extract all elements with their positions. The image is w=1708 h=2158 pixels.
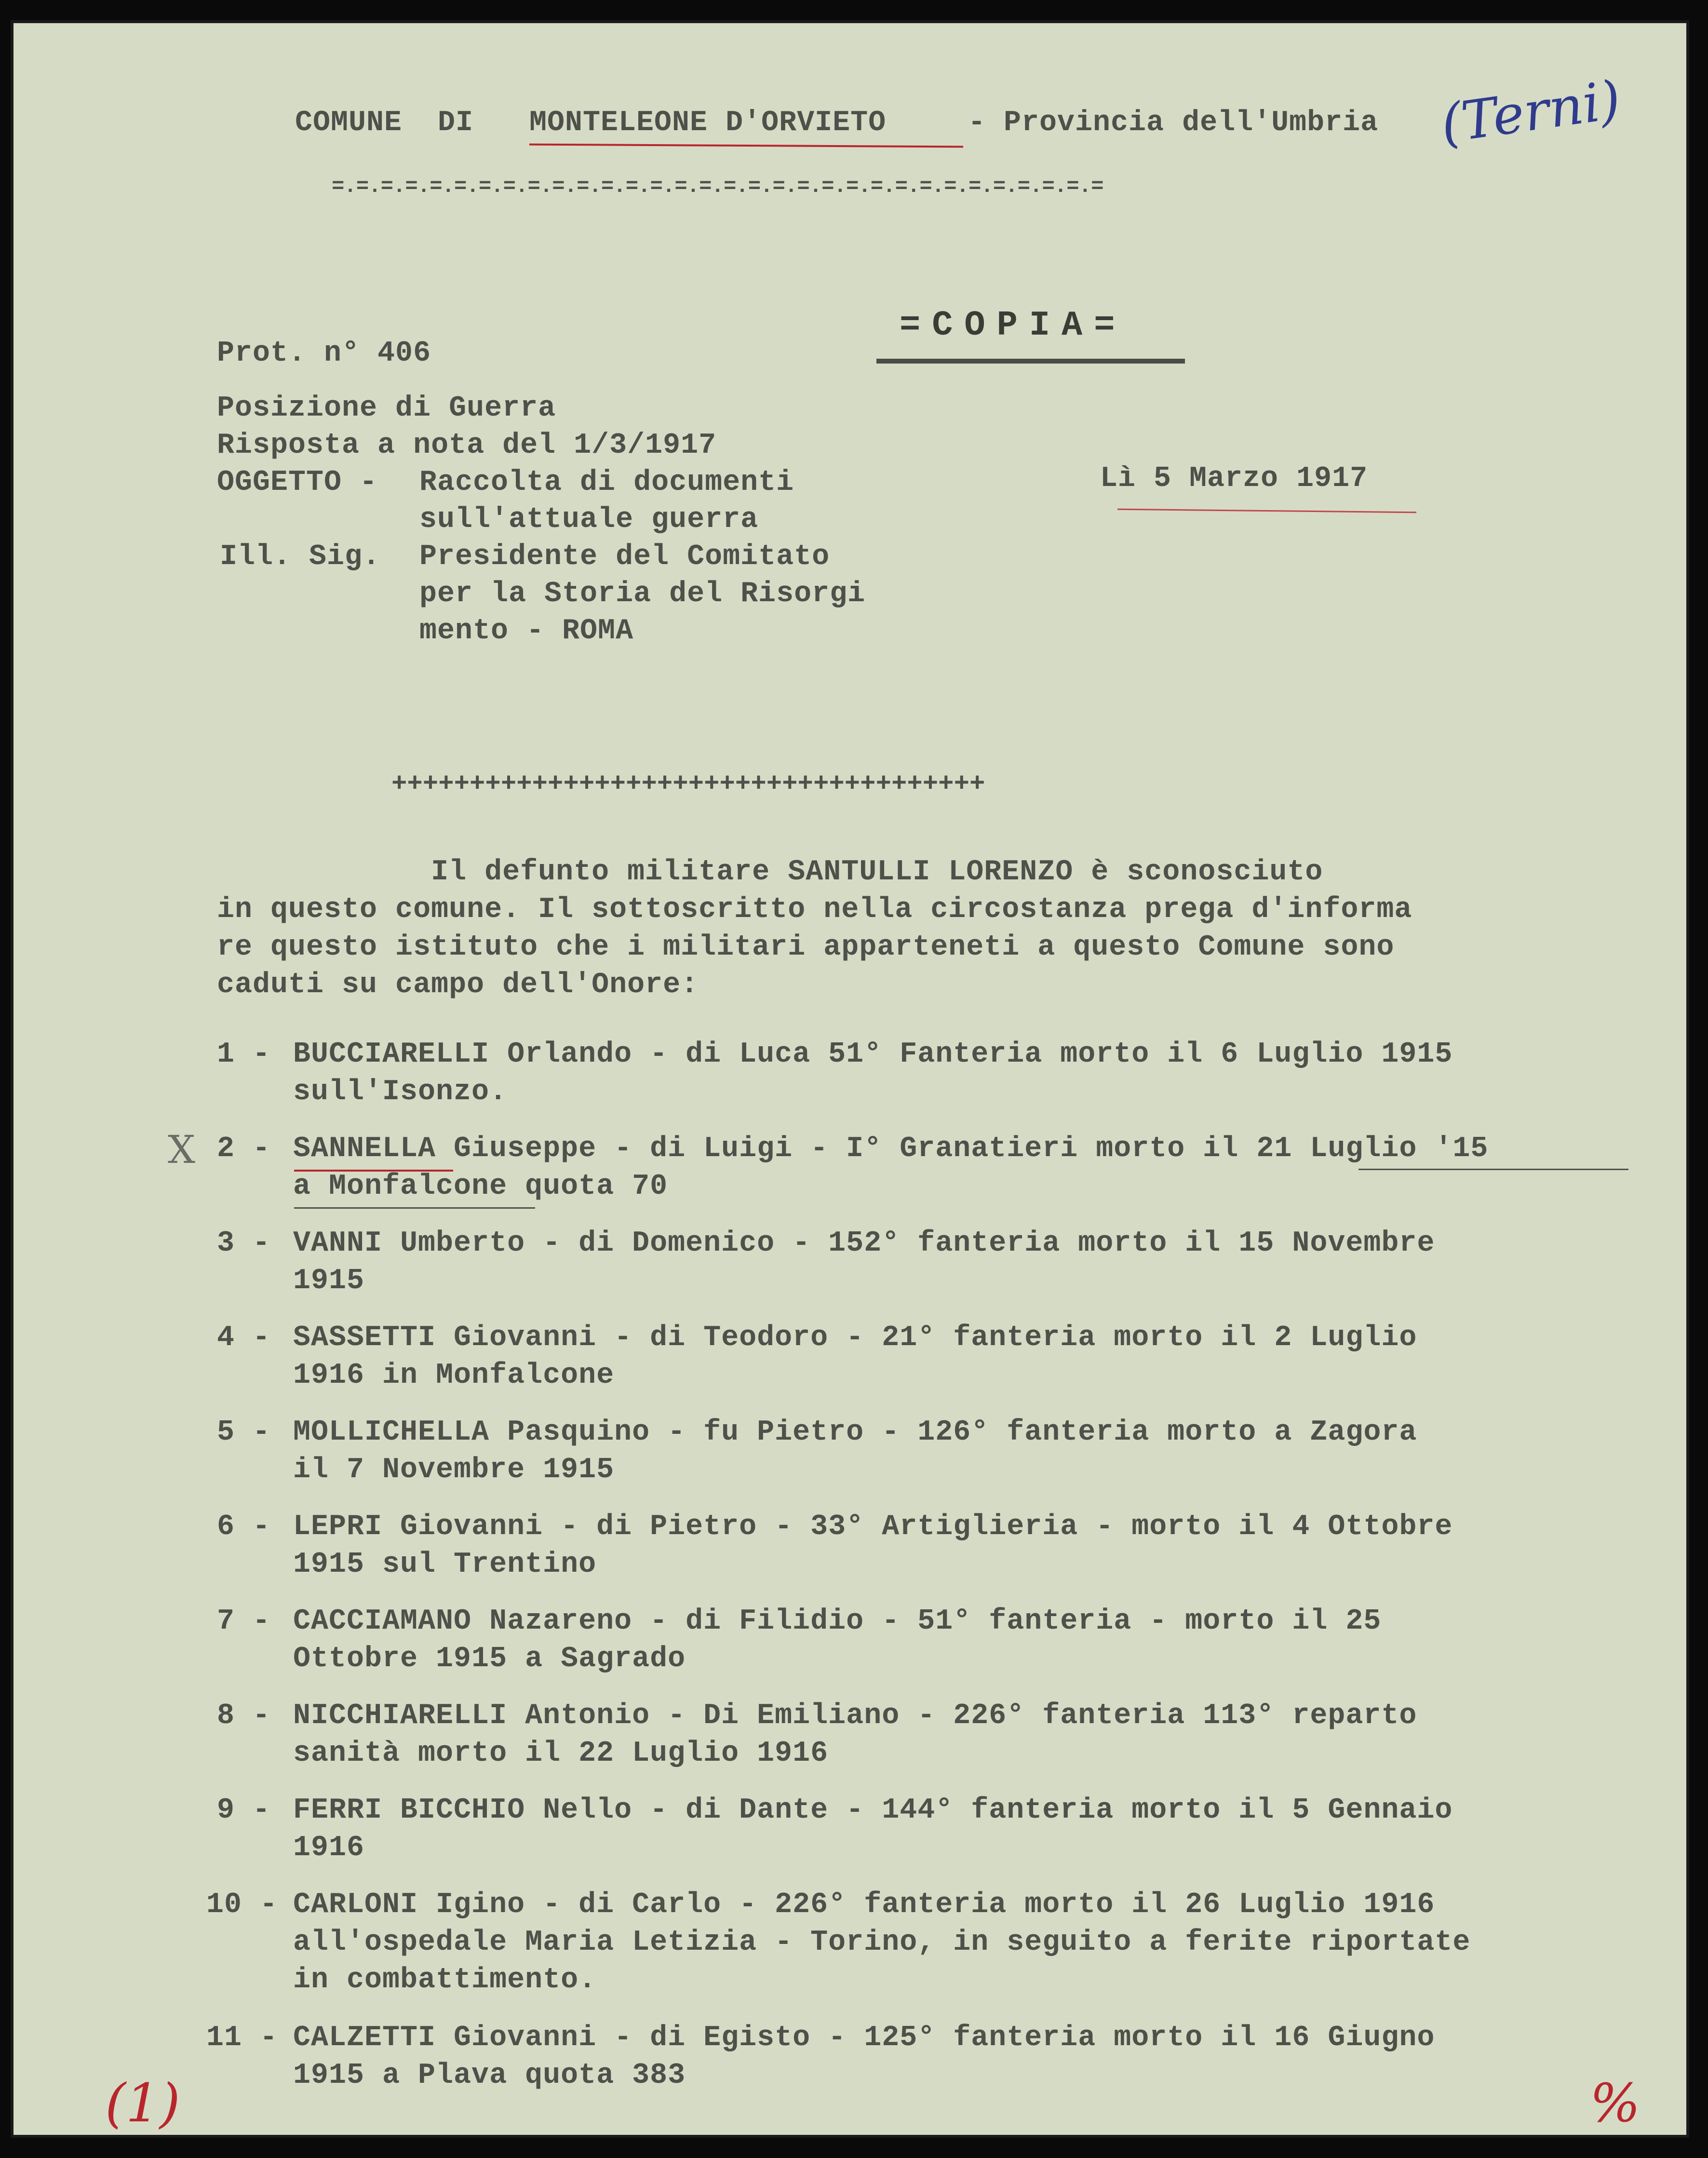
copia-title: =COPIA= <box>900 306 1127 345</box>
entry-line: SANNELLA Giuseppe - di Luigi - I° Granatieri morto il 21 Luglio '15 <box>293 1133 1489 1165</box>
entry-line: FERRI BICCHIO Nello - di Dante - 144° fanteria morto il 5 Gennaio <box>293 1794 1453 1827</box>
entry-line: sull'Isonzo. <box>293 1076 508 1108</box>
comune-underline <box>529 144 963 148</box>
entry-line: CARLONI Igino - di Carlo - 226° fanteria morto il 26 Luglio 1916 <box>293 1888 1435 1921</box>
entry-line: NICCHIARELLI Antonio - Di Emiliano - 226° fanteria 113° reparto <box>293 1699 1417 1732</box>
meta-text: Raccolta di documenti <box>419 466 794 499</box>
page-number-mark: (1) <box>105 2072 180 2134</box>
meta-text: mento - ROMA <box>419 615 634 647</box>
entry-line: 1915 sul Trentino <box>293 1548 597 1581</box>
corner-mark: % <box>1590 2072 1641 2134</box>
provincia-text: - Provincia dell'Umbria <box>968 107 1379 139</box>
entry-number: 7 - <box>217 1605 271 1638</box>
comune-name: MONTELEONE D'ORVIETO <box>529 107 887 139</box>
entry-line: 1916 <box>293 1832 365 1864</box>
intro-line: in questo comune. Il sottoscritto nella circostanza prega d'informa <box>217 893 1412 926</box>
x-mark: X <box>168 1127 195 1172</box>
entry-number: 6 - <box>217 1511 271 1543</box>
entry-number: 5 - <box>217 1416 271 1449</box>
place-underline <box>294 1207 535 1209</box>
entry-line: Ottobre 1915 a Sagrado <box>293 1643 686 1675</box>
entry-line: SASSETTI Giovanni - di Teodoro - 21° fanteria morto il 2 Luglio <box>293 1322 1417 1354</box>
entry-number: 4 - <box>217 1322 271 1354</box>
entry-number: 3 - <box>217 1227 271 1260</box>
entry-number: 9 - <box>217 1794 271 1827</box>
header-separator: =.=.=.=.=.=.=.=.=.=.=.=.=.=.=.=.=.=.=.=.=.=.=.=.=.=.=.=.=.=.=.= <box>332 175 1103 199</box>
intro-line: re questo istituto che i militari apparteneti a questo Comune sono <box>217 931 1395 964</box>
entry-line: 1915 a Plava quota 383 <box>293 2059 686 2092</box>
meta-label: OGGETTO - <box>217 466 378 499</box>
entry-line: VANNI Umberto - di Domenico - 152° fanteria morto il 15 Novembre <box>293 1227 1435 1260</box>
entry-line: 1916 in Monfalcone <box>293 1359 615 1392</box>
copia-underline <box>876 359 1185 364</box>
entry-line: il 7 Novembre 1915 <box>293 1454 615 1486</box>
entry-line: all'ospedale Maria Letizia - Torino, in seguito a ferite riportate <box>293 1926 1471 1959</box>
name-underline <box>294 1170 453 1172</box>
meta-label: Posizione di Guerra <box>217 392 556 425</box>
meta-label: Ill. Sig. <box>220 540 381 573</box>
intro-line: Il defunto militare SANTULLI LORENZO è sconosciuto <box>217 856 1323 889</box>
entry-line: BUCCIARELLI Orlando - di Luca 51° Fanteria morto il 6 Luglio 1915 <box>293 1038 1453 1071</box>
entry-line: sanità morto il 22 Luglio 1916 <box>293 1737 829 1770</box>
meta-text: sull'attuale guerra <box>419 503 759 536</box>
document-page <box>11 20 1689 2138</box>
meta-text: per la Storia del Risorgi <box>419 578 866 610</box>
document-date: Lì 5 Marzo 1917 <box>1100 462 1368 495</box>
entry-number: 11 - <box>206 2022 278 2054</box>
entry-line: 1915 <box>293 1265 365 1297</box>
entry-number: 8 - <box>217 1699 271 1732</box>
entry-line: CACCIAMANO Nazareno - di Filidio - 51° fanteria - morto il 25 <box>293 1605 1382 1638</box>
entry-number: 10 - <box>206 1888 278 1921</box>
intro-line: caduti su campo dell'Onore: <box>217 969 699 1001</box>
entry-line: CALZETTI Giovanni - di Egisto - 125° fanteria morto il 16 Giugno <box>293 2022 1435 2054</box>
entry-number: 1 - <box>217 1038 271 1071</box>
meta-label: Risposta a nota del 1/3/1917 <box>217 429 717 462</box>
entry-number: 2 - <box>217 1133 271 1165</box>
entry-line: in combattimento. <box>293 1964 597 1996</box>
meta-text: Presidente del Comitato <box>419 540 830 573</box>
date-underline <box>1117 509 1416 513</box>
date-underline <box>1358 1169 1628 1170</box>
entry-line: a Monfalcone quota 70 <box>293 1170 668 1203</box>
protocol-number: Prot. n° 406 <box>217 337 431 370</box>
entry-line: LEPRI Giovanni - di Pietro - 33° Artiglieria - morto il 4 Ottobre <box>293 1511 1453 1543</box>
handwritten-terni: (Terni) <box>1437 68 1625 155</box>
comune-prefix: COMUNE DI <box>295 107 474 139</box>
plus-separator: ++++++++++++++++++++++++++++++++++++++ <box>391 769 985 799</box>
entry-line: MOLLICHELLA Pasquino - fu Pietro - 126° fanteria morto a Zagora <box>293 1416 1417 1449</box>
